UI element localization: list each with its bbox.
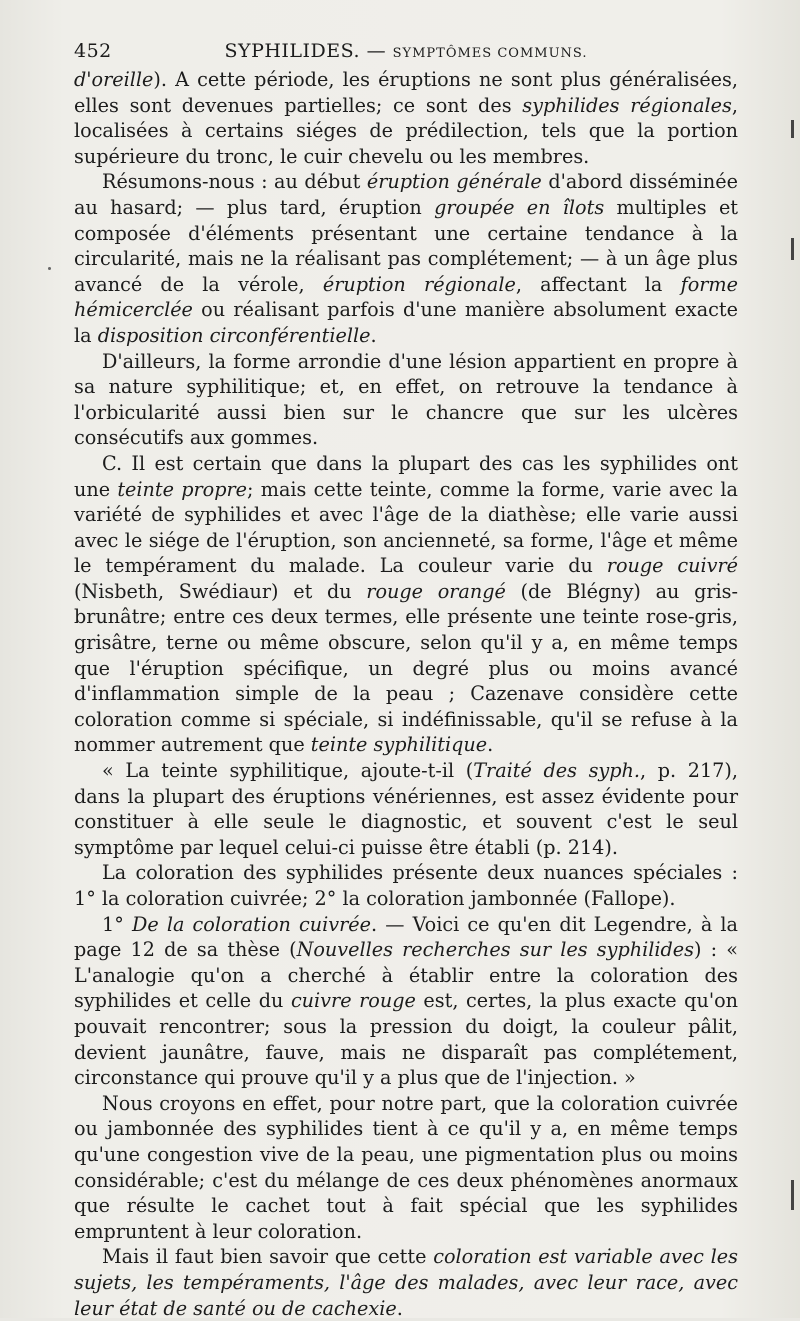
text-run: , p. 217), dans la plupart des éruptions vénériennes, est assez évidente pour constituer à elle seule le diagnostic, et souvent c'est le seul symptôme par lequel celui-ci puisse être établi (p. 214). (74, 759, 738, 859)
running-title (74, 40, 738, 62)
paragraph (74, 912, 738, 1091)
italic-text: Nouvelles recherches sur les syphilides (296, 938, 694, 962)
paragraph (74, 349, 738, 451)
text-run: . (487, 733, 494, 757)
text-run: ou réalisant parfois d'une manière absolument exacte la (74, 298, 738, 347)
running-head (74, 40, 738, 68)
paragraph (74, 67, 738, 169)
text-run: ). A cette période, les éruptions ne sont plus généralisées, elles sont devenues partielles; ce sont des (74, 68, 738, 117)
text-run: , localisées à certains siéges de prédilection, tels que la portion supérieure du tronc, le cuir chevelu ou les membres. (74, 93, 738, 168)
text-run: D'ailleurs, la forme arrondie d'une lésion appartient en propre à sa nature syphilitique; et, en effet, on retrouve la tendance à l'orbicularité aussi bien sur le chancre que sur les ulcères consécutifs aux gommes. (74, 349, 738, 450)
paragraph (74, 758, 738, 860)
edge-shadow (791, 238, 794, 260)
text-run: La coloration des syphilides présente deux nuances spéciales : 1° la coloration cuivrée; 2° la coloration jambonnée (Fallope). (74, 861, 738, 910)
text-run: Résumons-nous : au début (102, 170, 367, 194)
text-run: (Nisbeth, Swédiaur) et du (74, 579, 367, 603)
text-run: ) : « L'analogie qu'on a cherché à établir entre la coloration des syphilides et celle du (74, 938, 739, 1013)
italic-text: Traité des syph. (473, 759, 641, 783)
text-run: (de Blégny) au gris-brunâtre; entre ces deux termes, elle présente une teinte rose-gris, grisâtre, terne ou même obscure, selon qu'il y a, en même temps que l'éruption spécifique, un degré plus ou moins avancé d'inflammation simple de la peau ; Cazenave considère cette coloration comme si spéciale, si indéfinissable, qu'il se refuse à la nommer autrement que (74, 579, 738, 757)
text-run: . (396, 1296, 403, 1320)
italic-text: éruption régionale (322, 272, 516, 296)
italic-text: éruption générale (366, 170, 542, 194)
italic-text: disposition circonférentielle (97, 323, 371, 347)
running-title-sub: SYMPTÔMES COMMUNS. (392, 46, 588, 61)
text-run: . (370, 323, 377, 347)
text-run: . — Voici ce qu'en dit Legendre, à la page 12 de sa thèse ( (74, 912, 738, 962)
text-run: Nous croyons en effet, pour notre part, que la coloration cuivrée ou jambonnée des syphilides tient à ce qu'il y a, en même temps qu'une congestion vive de la peau, une pigmentation plus ou moins considérable; c'est du mélange de ces deux phénomènes anormaux que résulte le cachet tout à fait spécial que les syphilides empruntent à leur coloration. (74, 1091, 738, 1243)
paragraph (74, 1091, 738, 1245)
italic-text: d'oreille (74, 68, 154, 91)
text-run: ; mais cette teinte, comme la forme, varie avec la variété de syphilides et avec l'âge de la diathèse; elle varie aussi avec le siége de l'éruption, son ancienneté, sa forme, l'âge et même le tempérament du malade. La couleur varie du (74, 477, 738, 578)
italic-text: forme hémicerclée (74, 272, 738, 322)
italic-text: coloration est variable avec les sujets, les tempéraments, l'âge des malades, avec leur race, avec leur état de santé ou de cachexie (74, 1245, 738, 1320)
italic-text: De la coloration cuivrée (131, 912, 372, 936)
paragraph (74, 451, 738, 758)
italic-text: rouge cuivré (606, 554, 738, 578)
text-run: 1° (102, 912, 132, 936)
text-run: d'abord disséminée au hasard; — plus tard, éruption (74, 170, 738, 219)
paragraph (74, 169, 738, 348)
edge-shadow (791, 120, 794, 138)
text-run: est, certes, la plus exacte qu'on pouvait rencontrer; sous la pression du doigt, la couleur pâlit, devient jaunâtre, fauve, mais ne disparaît pas complétement, circonstance qui prouve qu'il y a plus que de l'injection. » (74, 989, 738, 1090)
italic-text: groupée en îlots (434, 195, 605, 219)
paragraph (74, 860, 738, 911)
text-run: multiples et composée d'éléments présentant une certaine tendance à la circularité, mais ne la réalisant pas complétement; — à un âge plus avancé de la vérole, (74, 195, 739, 296)
body-text (74, 67, 738, 1321)
italic-text: rouge orangé (366, 579, 506, 603)
text-run: , affectant la (515, 272, 681, 296)
paragraph (74, 1244, 738, 1321)
italic-text: teinte propre (117, 477, 248, 501)
running-title-main: SYPHILIDES. — (224, 40, 387, 62)
italic-text: teinte syphilitique (310, 733, 488, 757)
text-run: C. Il est certain que dans la plupart des cas les syphilides ont une (74, 451, 738, 501)
italic-text: syphilides régionales (522, 93, 732, 117)
margin-speck (48, 267, 51, 270)
edge-shadow (791, 1180, 794, 1210)
italic-text: cuivre rouge (290, 989, 416, 1013)
text-run: « La teinte syphilitique, ajoute-t-il ( (102, 759, 474, 783)
page-number: 452 (74, 40, 112, 62)
text-run: Mais il faut bien savoir que cette (102, 1245, 434, 1269)
